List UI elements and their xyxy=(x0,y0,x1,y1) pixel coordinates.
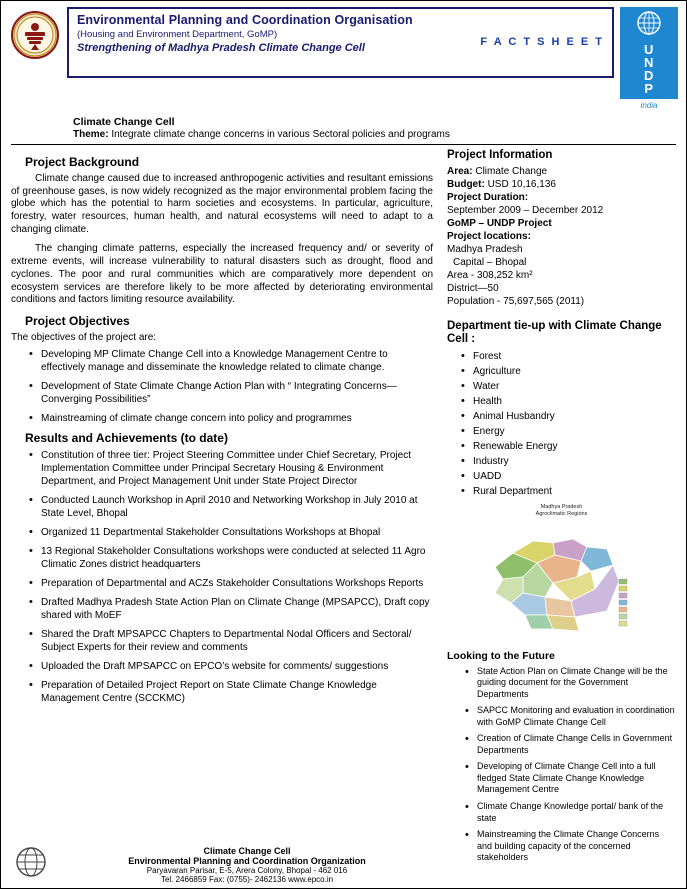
list-item: • Health xyxy=(461,395,676,408)
undp-letter-u: U xyxy=(644,42,654,57)
list-item: • Animal Husbandry xyxy=(461,410,676,423)
list-item: • Preparation of Detailed Project Report on State Climate Change Knowledge Management Centre (SCCKMC) xyxy=(29,679,433,705)
project-locations-value: Madhya Pradesh xyxy=(447,244,523,256)
looking-to-future-section xyxy=(447,650,676,864)
section-heading-objectives: Project Objectives xyxy=(25,313,130,328)
project-budget-row xyxy=(447,178,676,191)
organisation-department: (Housing and Environment Department, GoMP) xyxy=(77,29,278,41)
list-item: • Development of State Climate Change Action Plan with “ Integrating Concerns—Converging Possibilities” xyxy=(29,380,433,406)
list-item: • Organized 11 Departmental Stakeholder Consultations Workshops at Bhopal xyxy=(29,526,433,539)
theme-line xyxy=(73,129,686,140)
theme-text: Integrate climate change concerns in various Sectoral policies and programs xyxy=(111,129,450,140)
footer-line-3: Paryavaran Parisar, E-5, Arera Colony, Bhopal - 462 016 xyxy=(146,865,348,875)
project-area-row xyxy=(447,165,676,178)
theme-label: Theme: xyxy=(73,129,109,140)
objectives-intro: The objectives of the project are: xyxy=(11,331,157,343)
results-list xyxy=(11,449,433,705)
list-item: • Renewable Energy xyxy=(461,440,676,453)
map-graphic-icon xyxy=(467,519,657,639)
project-district: District—50 xyxy=(447,283,499,295)
objectives-list xyxy=(11,348,433,425)
list-item: • UADD xyxy=(461,470,676,483)
left-column xyxy=(11,149,443,869)
madhya-pradesh-map xyxy=(447,504,676,644)
list-item: • Creation of Climate Change Cells in Government Departments xyxy=(465,733,676,756)
project-capital: Capital – Bhopal xyxy=(453,257,527,269)
tieup-heading: Department tie-up with Climate Change Cell : xyxy=(447,320,662,346)
list-item: • Conducted Launch Workshop in April 2010 and Networking Workshop in July 2010 at State Level, Bhopal xyxy=(29,494,433,520)
project-duration-label xyxy=(447,191,676,204)
project-budget-value: USD 10,16,136 xyxy=(487,179,556,191)
list-item: • Developing of Climate Change Cell into a full fledged State Climate Change Knowledge Management Centre xyxy=(465,761,676,796)
undp-india-label: india xyxy=(640,101,658,110)
list-item: • Mainstreaming the Climate Change Concerns and building capacity of the concerned stakeholders xyxy=(465,829,676,864)
list-item: • Energy xyxy=(461,425,676,438)
undp-letter-n: N xyxy=(644,55,654,70)
project-area-value: Climate Change xyxy=(475,166,548,178)
page-footer xyxy=(1,845,443,884)
right-column xyxy=(443,149,676,869)
project-locations-label xyxy=(447,230,676,243)
list-item: • Mainstreaming of climate change concern into policy and programmes xyxy=(29,412,433,425)
background-paragraph-2: The changing climate patterns, especially the increased frequency and/ or severity of extreme events, will increase vulnerability to natural disasters such as drought, flood and cyclones. The poor and rural communities which are comparatively more dependent on ecosystem services are therefore likely to be more affected by deteriorating environmental conditions and factors limiting resource availability. xyxy=(11,243,433,306)
content-body xyxy=(1,145,686,869)
footer-text-block xyxy=(51,846,443,884)
list-item: • Forest xyxy=(461,350,676,363)
list-item: • Agriculture xyxy=(461,365,676,378)
header-title-box xyxy=(67,7,614,78)
section-heading-background: Project Background xyxy=(25,155,140,169)
list-item: • Preparation of Departmental and ACZs Stakeholder Consultations Workshops Reports xyxy=(29,577,433,590)
list-item: • Drafted Madhya Pradesh State Action Plan on Climate Change (MPSAPCC), Draft copy shared with MoEF xyxy=(29,596,433,622)
globe-icon xyxy=(636,10,662,41)
project-duration-value: September 2009 – December 2012 xyxy=(447,205,604,217)
list-item: • State Action Plan on Climate Change will be the guiding document for the Government Departments xyxy=(465,666,676,701)
factsheet-label: F A C T S H E E T xyxy=(480,36,604,48)
footer-line-2: Environmental Planning and Coordination Organization xyxy=(128,855,366,866)
organisation-title: Environmental Planning and Coordination Organisation xyxy=(77,13,413,27)
page-header xyxy=(1,1,686,112)
list-item: • Uploaded the Draft MPSAPCC on EPCO’s website for comments/ suggestions xyxy=(29,660,433,673)
map-title-line1: Madhya Pradesh xyxy=(540,503,583,510)
project-tagline: Strengthening of Madhya Pradesh Climate Change Cell xyxy=(77,42,365,55)
undp-letter-p: P xyxy=(644,81,654,96)
project-budget-label: Budget: xyxy=(447,179,485,191)
background-paragraph-1: Climate change caused due to increased anthropogenic activities and resultant emissions of greenhouse gases, is now widely recognized as the major environmental problem facing the globe which has the potential to harm societies and ecosystems. In particular, agriculture, forestry, water resources, human health, and natural ecosystems will need to adapt to a changing climate. xyxy=(11,173,433,235)
project-partner-text: GoMP – UNDP Project xyxy=(447,218,552,230)
climate-change-cell-title: Climate Change Cell xyxy=(73,116,175,128)
project-area-label: Area: xyxy=(447,166,473,178)
duration-label-text: Project Duration: xyxy=(447,192,529,204)
list-item: • Developing MP Climate Change Cell into a Knowledge Management Centre to effectively manage and disseminate the knowledge related to climate change. xyxy=(29,348,433,374)
undp-logo xyxy=(620,7,678,110)
undp-logo-box xyxy=(620,7,678,99)
list-item: • Industry xyxy=(461,455,676,468)
list-item: • Shared the Draft MPSAPCC Chapters to Departmental Nodal Officers and Sectoral/ Subject Experts for their review and comments xyxy=(29,628,433,654)
epco-logo-icon xyxy=(11,845,51,884)
list-item: • 13 Regional Stakeholder Consultations workshops were conducted at selected 11 Agro Climatic Zones district headquarters xyxy=(29,545,433,571)
list-item: • Climate Change Knowledge portal/ bank of the state xyxy=(465,801,676,824)
section-heading-results: Results and Achievements (to date) xyxy=(25,430,228,445)
locations-label-text: Project locations: xyxy=(447,231,531,243)
list-item: • SAPCC Monitoring and evaluation in coordination with GoMP Climate Change Cell xyxy=(465,705,676,728)
undp-letter-d: D xyxy=(644,68,654,83)
list-item: • Water xyxy=(461,380,676,393)
footer-line-4: Tel. 2466859 Fax: (0755)- 2462136 www.epco.in xyxy=(160,874,334,884)
map-title-line2: Agroclimatic Regions xyxy=(535,511,588,518)
list-item: • Rural Department xyxy=(461,485,676,498)
government-emblem-icon xyxy=(9,9,61,61)
future-list xyxy=(447,666,676,864)
tieup-list xyxy=(447,350,676,498)
project-information-heading: Project Information xyxy=(447,149,553,161)
list-item: • Constitution of three tier: Project Steering Committee under Chief Secretary, Project Implementation Committee under Principal Secretary Housing & Environment Department, and Project Management Unit under State Project Director xyxy=(29,449,433,488)
future-heading: Looking to the Future xyxy=(447,649,555,662)
footer-line-1: Climate Change Cell xyxy=(203,845,291,856)
header-title-text xyxy=(77,13,470,54)
project-population: Population - 75,697,565 (2011) xyxy=(447,296,585,308)
project-area-km: Area - 308,252 km² xyxy=(447,270,533,282)
project-partner xyxy=(447,217,676,230)
